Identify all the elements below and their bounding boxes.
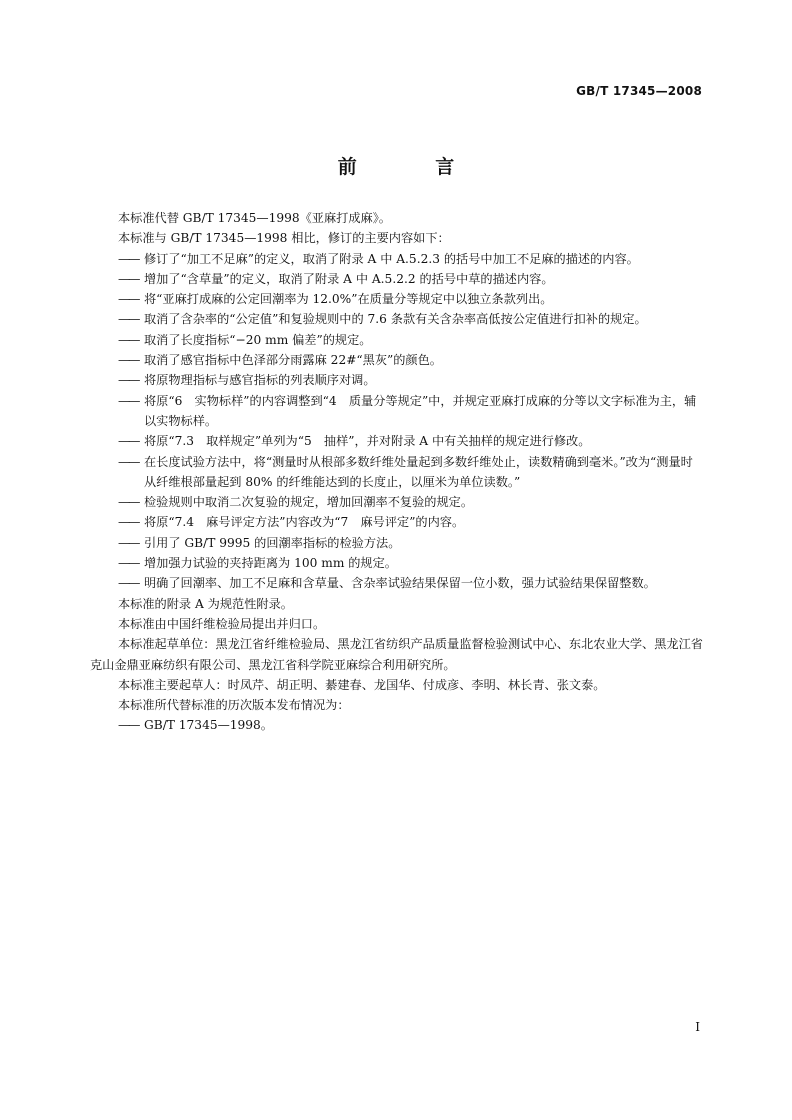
paragraph: 本标准与 GB/T 17345—1998 相比，修订的主要内容如下： — [118, 231, 450, 246]
list-item-text: 将原“6 实物标样”的内容调整到“4 质量分等规定”中，并规定亚麻打成麻的分等以文字标准为主，辅以实物标样。 — [144, 393, 697, 428]
paragraph: 本标准代替 GB/T 17345—1998《亚麻打成麻》。 — [118, 211, 391, 225]
list-item-text: 取消了长度指标“−20 mm 偏差”的规定。 — [144, 332, 372, 347]
item-dash: —— — [118, 434, 139, 449]
item-dash: —— — [118, 718, 139, 733]
paragraph: 本标准所代替标准的历次版本发布情况为： — [118, 698, 350, 713]
list-item-text: 取消了感官指标中色泽部分雨露麻 22#“黑灰”的颜色。 — [144, 353, 442, 368]
list-item — [90, 350, 704, 370]
standard-code: GB/T 17345—2008 — [576, 84, 702, 98]
list-item-text: 修订了“加工不足麻”的定义，取消了附录 A 中 A.5.2.3 的括号中加工不足麻的描述的内容。 — [144, 251, 639, 266]
list-item-text: 检验规则中取消二次复验的规定，增加回潮率不复验的规定。 — [144, 495, 474, 510]
list-item-text: 将原物理指标与感官指标的列表顺序对调。 — [144, 373, 376, 388]
list-item — [90, 289, 704, 309]
list-item — [90, 269, 704, 289]
list-item — [90, 573, 704, 593]
list-item — [90, 715, 704, 735]
paragraph: 本标准主要起草人：时凤芹、胡正明、綦建春、龙国华、付成彦、李明、林长青、张文泰。 — [118, 677, 606, 692]
list-item — [90, 309, 704, 329]
item-dash: —— — [118, 332, 139, 347]
item-dash: —— — [118, 373, 139, 388]
paragraph: 本标准的附录 A 为规范性附录。 — [118, 596, 293, 611]
item-dash: —— — [118, 393, 139, 408]
list-item — [90, 533, 704, 553]
item-dash: —— — [118, 556, 139, 571]
list-item-text: 引用了 GB/T 9995 的回潮率指标的检验方法。 — [144, 535, 401, 550]
item-dash: —— — [118, 292, 139, 307]
page-number: I — [695, 1020, 700, 1034]
list-item — [90, 249, 704, 269]
paragraph: 本标准起草单位：黑龙江省纤维检验局、黑龙江省纺织产品质量监督检验测试中心、东北农业大学、黑龙江省克山金鼎亚麻纺织有限公司、黑龙江省科学院亚麻综合利用研究所。 — [90, 637, 703, 672]
list-item-text: 取消了含杂率的“公定值”和复验规则中的 7.6 条款有关含杂率高低按公定值进行扣补的规定。 — [144, 312, 647, 327]
list-item-text: 将原“7.3 取样规定”单列为“5 抽样”，并对附录 A 中有关抽样的规定进行修改。 — [144, 434, 591, 449]
list-item-text: 将原“7.4 麻号评定方法”内容改为“7 麻号评定”的内容。 — [144, 515, 465, 530]
list-item-text: 增加强力试验的夹持距离为 100 mm 的规定。 — [144, 556, 397, 571]
page-title: 前 言 — [337, 156, 491, 178]
list-item-text: 增加了“含草量”的定义，取消了附录 A 中 A.5.2.2 的括号中草的描述内容。 — [144, 271, 554, 286]
item-dash: —— — [118, 515, 139, 530]
item-dash: —— — [118, 271, 139, 286]
list-item — [90, 452, 704, 493]
item-dash: —— — [118, 312, 139, 327]
item-dash: —— — [118, 535, 139, 550]
list-item — [90, 391, 704, 432]
list-item-text: 将“亚麻打成麻的公定回潮率为 12.0%”在质量分等规定中以独立条款列出。 — [144, 292, 553, 307]
document-body — [90, 208, 704, 736]
item-dash: —— — [118, 576, 139, 591]
list-item-text: 在长度试验方法中，将“测量时从根部多数纤维处量起到多数纤维处止，读数精确到毫米。”改为“测量时从纤维根部量起到 80% 的纤维能达到的长度止，以厘米为单位读数。” — [144, 454, 693, 489]
list-item-text: GB/T 17345—1998。 — [144, 718, 273, 733]
paragraph: 本标准由中国纤维检验局提出并归口。 — [118, 616, 326, 631]
item-dash: —— — [118, 454, 139, 469]
list-item — [90, 370, 704, 390]
list-item-text: 明确了回潮率、加工不足麻和含草量、含杂率试验结果保留一位小数，强力试验结果保留整数。 — [144, 576, 656, 591]
list-item — [90, 330, 704, 350]
list-item — [90, 492, 704, 512]
item-dash: —— — [118, 495, 139, 510]
item-dash: —— — [118, 251, 139, 266]
list-item — [90, 431, 704, 451]
list-item — [90, 553, 704, 573]
list-item — [90, 512, 704, 532]
item-dash: —— — [118, 353, 139, 368]
